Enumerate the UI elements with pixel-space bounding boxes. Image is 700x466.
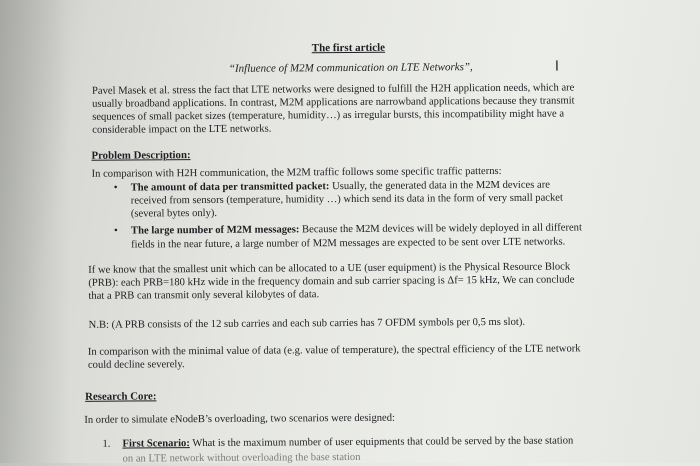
bullet-1-lead: The amount of data per transmitted packet:: [130, 181, 330, 194]
article-subtitle: “Influence of M2M communication on LTE Networks”,: [228, 61, 473, 75]
prb-line-1: If we know that the smallest unit which can be allocated to a UE (user equipment) is the Physical Resource Block: [88, 261, 571, 276]
article-title: The first article: [311, 41, 386, 55]
nb-note: N.B: (A PRB consists of the 12 sub carries and each sub carries has 7 OFDM symbols per 0,5 ms slot).: [88, 316, 526, 331]
bullet-1-line-3: (several bytes only).: [130, 207, 218, 220]
bullet-icon: •: [113, 224, 118, 237]
bullet-2-lead: The large number of M2M messages:: [130, 224, 300, 237]
scenario-1-number: 1.: [102, 438, 111, 450]
intro-line-3: sequences of small packet sizes (temperature, humidity…) as irregular bursts, this incompatibility might have a: [92, 108, 565, 123]
intro-line-2: usually broadband applications. In contrast, M2M applications are narrowband applications because they transmit: [92, 95, 575, 110]
bullet-2-first-line: [131, 222, 582, 237]
prb-line-2: (PRB): each PRB=180 kHz wide in the frequency domain and sub carrier spacing is Δf= 15 kHz, We can conclude: [88, 274, 575, 289]
efficiency-line-2: could decline severely.: [87, 359, 185, 371]
scenario-1: [122, 435, 573, 450]
prb-line-3: that a PRB can transmit only several kilobytes of data.: [88, 289, 320, 302]
scenario-1-label: First Scenario:: [122, 438, 190, 450]
research-heading: Research Core:: [85, 390, 157, 403]
efficiency-line-1: In comparison with the minimal value of data (e.g. value of temperature), the spectral efficiency of the LTE network: [87, 343, 581, 358]
problem-heading: Problem Description:: [91, 149, 191, 162]
bullet-1-line-2: received from sensors (temperature, humidity …) which send its data in the form of very small packet: [130, 192, 563, 207]
intro-line-4: considerable impact on the LTE networks.: [92, 123, 272, 136]
research-intro: In order to simulate eNodeB’s overloading, two scenarios were designed:: [84, 412, 396, 426]
scenario-1-cutoff-line: on an LTE network without overloading the base station: [122, 451, 361, 465]
bullet-2-line-2: fields in the near future, a large number of M2M messages are expected to be sent over LTE networks.: [131, 236, 566, 251]
text-cursor-icon: I: [554, 58, 560, 75]
intro-line-1: Pavel Masek et al. stress the fact that LTE networks were designed to fulfill the H2H application needs, which are: [91, 82, 575, 97]
bullet-2-rest: Because the M2M devices will be widely deployed in all different: [299, 222, 582, 236]
bullet-1-rest: Usually, the generated data in the M2M devices are: [329, 179, 550, 193]
problem-intro: In comparison with H2H communication, the M2M traffic follows some specific traffic patterns:: [91, 165, 502, 180]
scenario-1-text: What is the maximum number of user equipments that could be served by the base station: [189, 435, 574, 450]
bullet-icon: •: [113, 181, 118, 194]
